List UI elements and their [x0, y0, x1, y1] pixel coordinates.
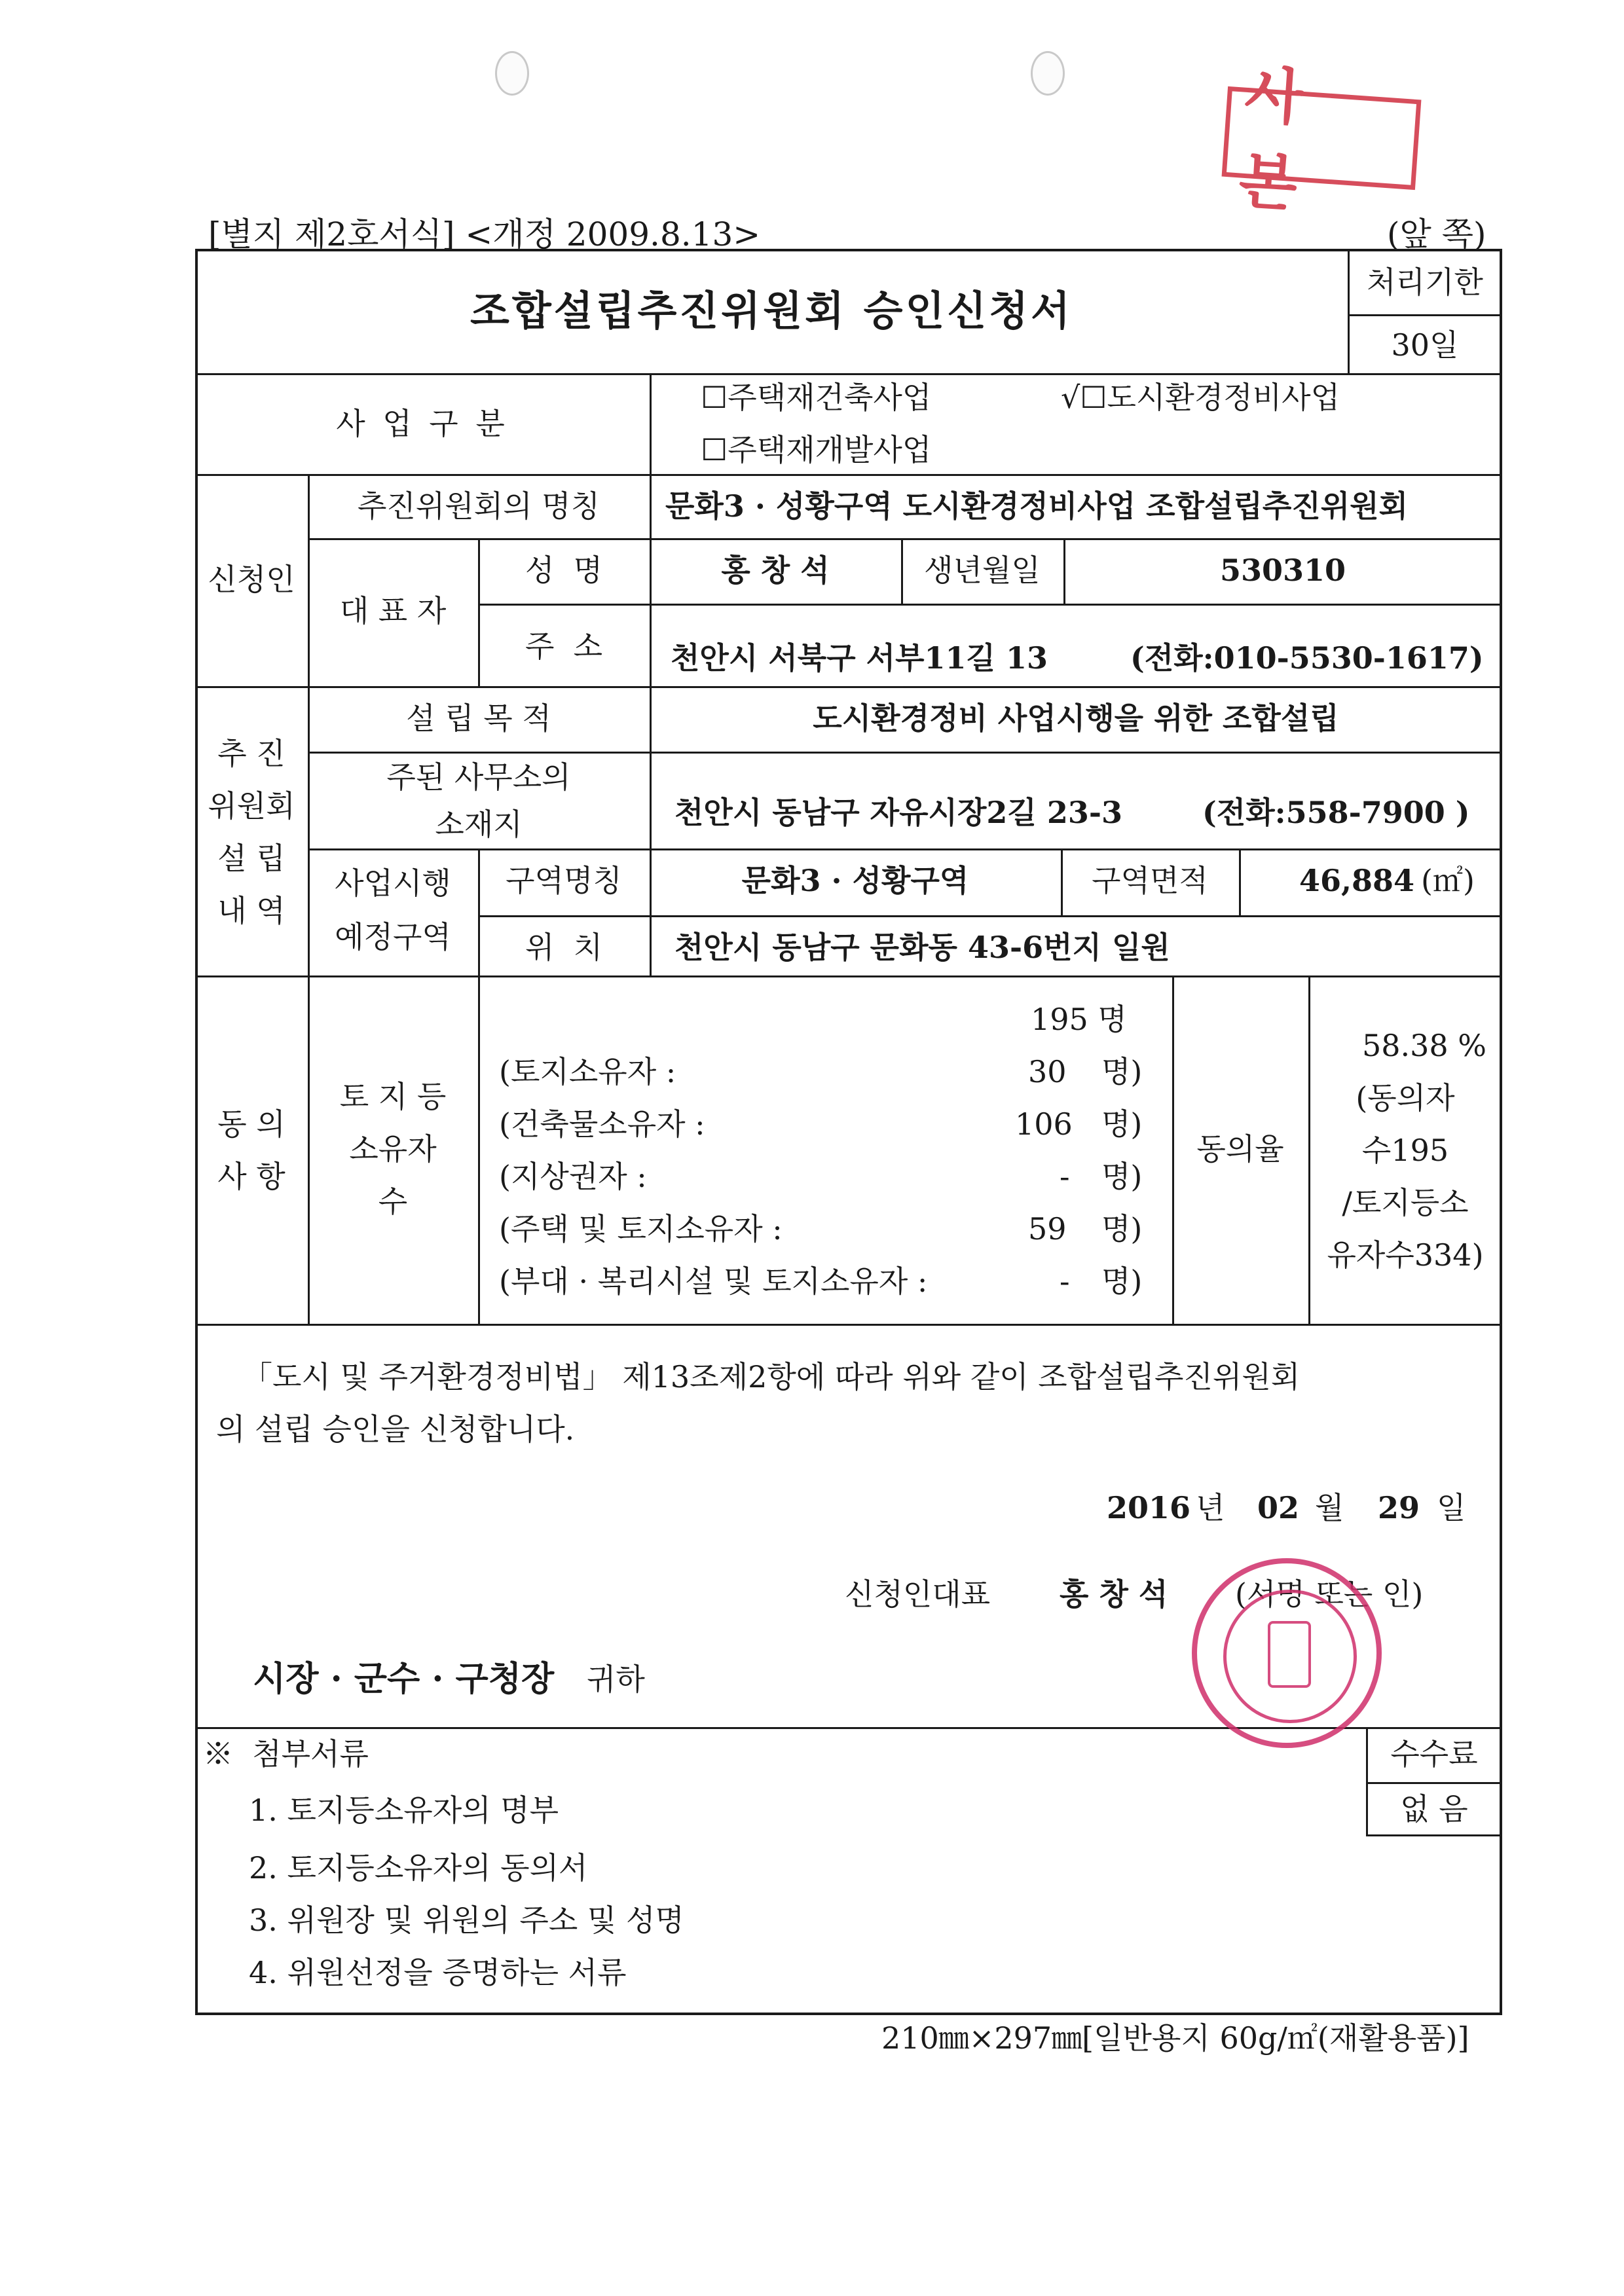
committee-name-value: 문화3 · 성황구역 도시환경정비사업 조합설립추진위원회: [665, 488, 1409, 524]
owner-row-unit: 명): [1101, 1264, 1143, 1299]
consent-rate-line: 58.38 %: [1362, 1028, 1487, 1063]
business-type-label: 사 업 구 분: [336, 406, 509, 441]
rule-business-split: [650, 373, 652, 474]
attachment-item: 1. 토지등소유자의 명부: [249, 1793, 559, 1828]
declaration-line-1: 「도시 및 주거환경정비법」 제13조제2항에 따라 위와 같이 조합설립추진위원회: [242, 1359, 1301, 1394]
location-value: 천안시 동남구 문화동 43-6번지 일원: [674, 930, 1170, 965]
consent-section-line-1: 동 의: [217, 1106, 286, 1142]
applicant-section-label: 신청인: [208, 562, 295, 597]
office-label-line-1: 주된 사무소의: [386, 759, 571, 795]
page-side: (앞 쪽): [1387, 215, 1486, 253]
office-label-line-2: 소재지: [435, 807, 523, 842]
fee-label: 수수료: [1390, 1736, 1478, 1772]
owner-row-unit: 명): [1101, 1106, 1143, 1142]
owner-row-value: -: [1060, 1159, 1070, 1194]
rule-zone-name-bottom: [478, 915, 1502, 917]
attachment-item: 2. 토지등소유자의 동의서: [249, 1850, 588, 1886]
rule-establishment-bottom: [195, 975, 1502, 977]
owner-row-label: (주택 및 토지소유자 :: [499, 1211, 783, 1247]
rule-processing-mid: [1348, 314, 1502, 316]
consent-rate-line: (동의자: [1356, 1080, 1455, 1116]
owner-row-label: (부대 · 복리시설 및 토지소유자 :: [499, 1264, 928, 1299]
punch-hole-left: [495, 51, 529, 96]
rule-fee-bottom: [1366, 1834, 1502, 1836]
consent-rate-line: 유자수334): [1327, 1237, 1484, 1273]
official-seal: [1192, 1558, 1382, 1748]
business-type-option-redevelop-build[interactable]: ☐주택재건축사업: [701, 380, 932, 415]
representative-label: 대 표 자: [339, 593, 447, 629]
rule-applicant-bottom: [195, 686, 1502, 688]
address-value: 천안시 서북구 서부11길 13: [671, 640, 1048, 676]
signer-label: 신청인대표: [845, 1576, 991, 1612]
date-year: 2016: [1107, 1490, 1191, 1525]
punch-hole-right: [1031, 51, 1065, 96]
owner-row-label: (토지소유자 :: [499, 1054, 676, 1089]
consent-rate-line: 수195: [1361, 1133, 1449, 1168]
establishment-section-line-4: 내 역: [217, 893, 286, 928]
rule-fee-mid: [1366, 1782, 1502, 1784]
signer-name: 홍 창 석: [1060, 1576, 1168, 1612]
date-year-unit: 년: [1196, 1490, 1225, 1525]
consent-section-line-2: 사 항: [217, 1159, 286, 1194]
copy-stamp: 사 본: [1222, 86, 1422, 190]
establishment-section-line-2: 위원회: [208, 788, 295, 824]
consent-rate-line: /토지등소: [1342, 1185, 1469, 1220]
owner-row-value: -: [1060, 1264, 1070, 1299]
purpose-label: 설 립 목 적: [406, 701, 551, 736]
paper-spec-footer: 210㎜×297㎜[일반용지 60g/㎡(재활용품)]: [881, 2020, 1469, 2056]
zone-label-line-1: 사업시행: [335, 866, 451, 901]
owners-total: 195 명: [1031, 1002, 1127, 1037]
rule-consent-label: [478, 975, 480, 1324]
owner-row-label: (건축물소유자 :: [499, 1106, 705, 1142]
name-label: 성 명: [525, 553, 603, 588]
addressee: 시장 · 군수 · 구청장: [253, 1659, 555, 1699]
birth-label: 생년월일: [924, 553, 1041, 588]
office-phone: (전화:558-7900 ): [1202, 795, 1470, 830]
zone-area-unit: (㎡): [1421, 863, 1475, 898]
sign-note: (서명 또는 인): [1235, 1576, 1424, 1612]
address-label: 주 소: [525, 629, 603, 664]
rule-area-right: [1239, 848, 1241, 915]
processing-period-label: 처리기한: [1367, 264, 1483, 300]
declaration-line-2: 의 설립 승인을 신청합니다.: [216, 1412, 575, 1447]
address-phone: (전화:010-5530-1617): [1130, 640, 1484, 676]
owner-row-value: 59: [1028, 1211, 1067, 1247]
attachments-title: ※ 첨부서류: [203, 1736, 369, 1772]
office-value: 천안시 동남구 자유시장2길 23-3: [674, 795, 1122, 830]
location-label: 위 치: [525, 930, 603, 965]
fee-value: 없 음: [1400, 1791, 1468, 1827]
rule-office-bottom: [308, 848, 1502, 850]
date-month: 02: [1257, 1490, 1300, 1525]
business-type-option-urban-env[interactable]: √☐도시환경정비사업: [1061, 380, 1340, 415]
purpose-value: 도시환경정비 사업시행을 위한 조합설립: [813, 701, 1339, 736]
birth-value: 530310: [1219, 553, 1346, 588]
form-number: [별지 제2호서식] <개정 2009.8.13>: [208, 215, 761, 253]
consent-rate-label: 동의율: [1196, 1131, 1284, 1167]
rule-purpose-bottom: [308, 752, 1502, 754]
committee-name-label: 추진위원회의 명칭: [357, 488, 600, 524]
owner-row-label: (지상권자 :: [499, 1159, 647, 1194]
establishment-section-line-1: 추 진: [217, 736, 286, 771]
form-title: 조합설립추진위원회 승인신청서: [470, 287, 1073, 335]
zone-area-label: 구역면적: [1092, 863, 1208, 898]
processing-period-value: 30일: [1391, 327, 1459, 363]
zone-area-value: 46,884: [1299, 863, 1415, 898]
attachment-item: 4. 위원선정을 증명하는 서류: [249, 1955, 627, 1990]
rule-committee-bottom: [308, 538, 1502, 540]
owner-row-unit: 명): [1101, 1159, 1143, 1194]
owner-row-value: 106: [1015, 1106, 1073, 1142]
rule-consent-bottom: [195, 1324, 1502, 1326]
date-day-unit: 일: [1437, 1490, 1466, 1525]
date-day: 29: [1378, 1490, 1420, 1525]
seal-core: [1268, 1621, 1311, 1688]
owners-label-line-2: 소유자: [349, 1131, 437, 1167]
owners-label-line-3: 수: [378, 1184, 408, 1219]
date-month-unit: 월: [1315, 1490, 1344, 1525]
establishment-section-line-3: 설 립: [217, 841, 286, 876]
rule-name-bottom: [478, 604, 1502, 606]
zone-name-label: 구역명칭: [506, 863, 622, 898]
rule-title-bottom: [195, 373, 1502, 375]
business-type-option-redevelop-housing[interactable]: ☐주택재개발사업: [701, 432, 932, 467]
owner-row-unit: 명): [1101, 1211, 1143, 1247]
attachment-item: 3. 위원장 및 위원의 주소 및 성명: [249, 1903, 684, 1938]
owners-label-line-1: 토 지 등: [339, 1079, 447, 1114]
rule-label-col-1: [650, 474, 652, 538]
rule-business-bottom: [195, 474, 1502, 476]
owner-row-value: 30: [1028, 1054, 1067, 1089]
name-value: 홍 창 석: [721, 553, 830, 588]
zone-name-value: 문화3 · 성황구역: [741, 863, 969, 898]
owner-row-unit: 명): [1101, 1054, 1143, 1089]
zone-label-line-2: 예정구역: [335, 919, 451, 955]
addressee-suffix: 귀하: [587, 1662, 645, 1697]
